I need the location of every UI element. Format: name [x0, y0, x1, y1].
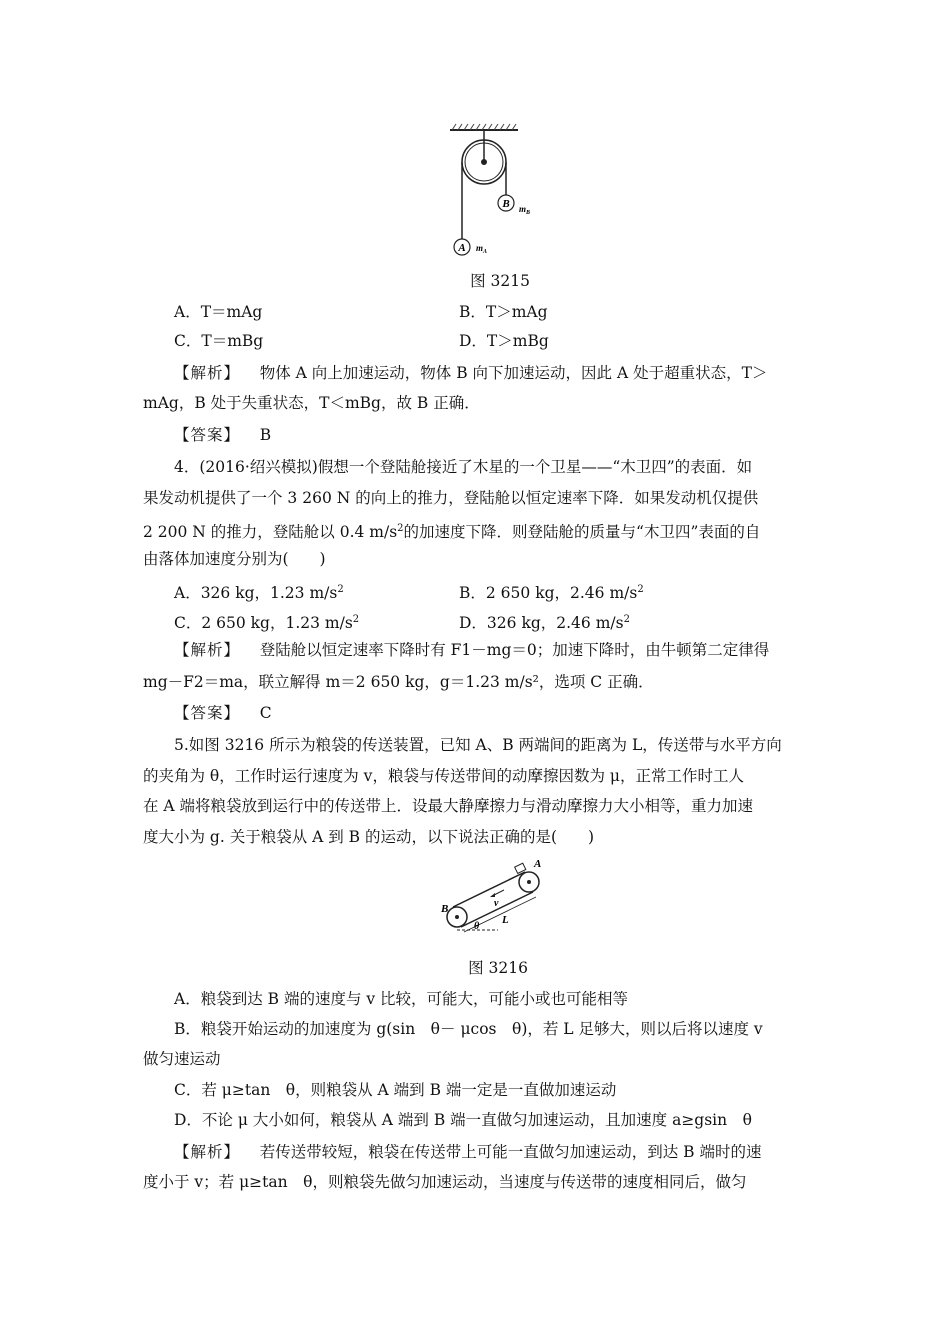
q5-stem-line-2: 的夹角为 θ，工作时运行速度为 v，粮袋与传送带间的动摩擦因数为 μ，正常工作时工人	[143, 767, 744, 785]
q4-option-a: A．326 kg，1.23 $m/s^2$	[174, 584, 344, 603]
svg-text:mA	[476, 243, 487, 255]
q3-option-a: A．T＝mAg	[174, 303, 263, 321]
q3-option-b: B．T＞mAg	[459, 303, 548, 321]
figure-3215-caption: 图 3215	[470, 272, 530, 290]
q5-stem-line-1: 5.如图 3216 所示为粮袋的传送装置，已知 A、B 两端间的距离为 L，传送带与水平方向	[174, 736, 782, 754]
end-a-label: A	[534, 858, 542, 870]
q4-answer: 【答案】 C	[174, 704, 272, 722]
q5-option-c: C．若 μ≥tan θ，则粮袋从 A 端到 B 端一定是一直做加速运动	[174, 1081, 617, 1099]
mb-label: m	[519, 204, 527, 214]
q5-stem-line-3: 在 A 端将粮袋放到运行中的传送带上．设最大静摩擦力与滑动摩擦力大小相等，重力加速	[143, 797, 754, 815]
length-label: L	[502, 914, 509, 926]
figure-3216-caption: 图 3216	[468, 959, 528, 977]
mass-b-label: B	[502, 198, 510, 210]
q3-analysis-line-1: 【解析】 物体 A 向上加速运动，物体 B 向下加速运动，因此 A 处于超重状态，T＞	[174, 364, 768, 382]
q5-analysis-line-1: 【解析】 若传送带较短，粮袋在传送带上可能一直做匀加速运动，到达 B 端时的速	[174, 1143, 762, 1161]
q4-analysis-line-2: mg－F2＝ma，联立解得 m＝2 650 kg，g＝1.23 m/s²，选项 C 正确．	[143, 673, 654, 691]
figure-3215-pulley	[440, 122, 560, 262]
q4-analysis-line-1: 【解析】 登陆舱以恒定速率下降时有 F1－mg＝0；加速下降时，由牛顿第二定律得	[174, 641, 770, 659]
q5-option-a: A．粮袋到达 B 端的速度与 v 比较，可能大，可能小或也可能相等	[174, 990, 629, 1008]
ma-label: m	[476, 243, 484, 253]
mass-a-label: A	[458, 242, 466, 254]
answer-tag: 【答案】	[174, 426, 241, 444]
q5-option-b-line-2: 做匀速运动	[143, 1050, 221, 1068]
velocity-label: v	[494, 898, 499, 909]
end-b-label: B	[441, 903, 449, 915]
q4-stem-line-3: 2 200 N 的推力，登陆舱以 0.4 $m/s^2$的加速度下降．则登陆舱的质量与“木卫四”表面的自	[143, 523, 761, 542]
figure-3216-conveyor	[438, 852, 558, 942]
q4-option-b: B．2 650 kg，2.46 $m/s^2$	[459, 584, 644, 603]
q3-option-d: D．T＞mBg	[459, 332, 549, 350]
mb-sub: B	[526, 210, 531, 216]
q3-analysis-line-2: mAg，B 处于失重状态，T＜mBg，故 B 正确．	[143, 394, 480, 412]
q3-answer: 【答案】 B	[174, 426, 272, 444]
q4-stem-line-4: 由落体加速度分别为( )	[143, 550, 326, 568]
analysis-tag: 【解析】	[174, 364, 241, 382]
q3-option-c: C．T＝mBg	[174, 332, 264, 350]
theta-label: θ	[474, 921, 480, 932]
q5-stem-line-4: 度大小为 g. 关于粮袋从 A 到 B 的运动，以下说法正确的是( )	[143, 828, 595, 846]
svg-text:mB	[519, 204, 530, 216]
q5-option-d: D．不论 μ 大小如何，粮袋从 A 端到 B 端一直做匀加速运动，且加速度 a≥gsin θ	[174, 1111, 752, 1129]
q4-stem-line-2: 果发动机提供了一个 3 260 N 的向上的推力，登陆舱以恒定速率下降．如果发动机仅提供	[143, 489, 759, 507]
ma-sub: A	[483, 249, 488, 255]
q5-analysis-line-2: 度小于 v；若 μ≥tan θ，则粮袋先做匀加速运动，当速度与传送带的速度相同后，做匀	[143, 1173, 747, 1191]
q4-option-d: D．326 kg，2.46 $m/s^2$	[459, 614, 630, 633]
q5-option-b-line-1: B．粮袋开始运动的加速度为 g(sin θ－ μcos θ)，若 L 足够大，则以后将以速度 v	[174, 1020, 763, 1038]
q4-option-c: C．2 650 kg，1.23 $m/s^2$	[174, 614, 360, 633]
q4-stem-line-1: 4．(2016·绍兴模拟)假想一个登陆舱接近了木星的一个卫星——“木卫四”的表面．如	[174, 458, 753, 476]
